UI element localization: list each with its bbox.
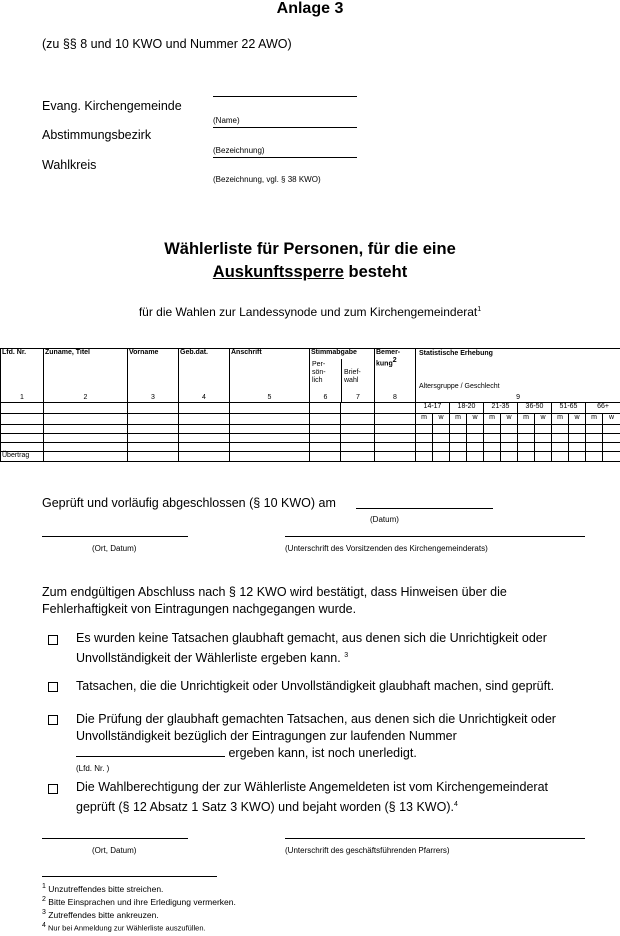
sex-m: m [484,414,501,425]
col-zuname-label: Zuname, Titel [45,349,90,356]
footnote-4-number: 4 [42,922,46,929]
footnote-4 [42,921,206,934]
footnote-2-text: Bitte Einsprachen und ihre Erledigung vermerken. [48,896,236,907]
field-caption-abstimmungsbezirk: (Bezeichnung) [213,146,265,155]
sex-w: w [467,414,484,425]
col-gebdat-num: 4 [202,394,206,401]
sex-w: w [433,414,450,425]
cell[interactable] [341,414,375,425]
age-group: 66+ [586,403,620,414]
cell[interactable] [310,403,341,414]
bemerkung-footnote: 2 [392,357,397,364]
option-2-line-1: Tatsachen, die die Unrichtigkeit oder Unvollständigkeit glaubhaft machen, sind geprüft. [76,679,555,693]
age-group: 51-65 [552,403,586,414]
field-label-wahlkreis: Wahlkreis [42,158,97,172]
bemerkung-label: Bemer- kung [376,349,401,368]
checkbox-option-2[interactable] [48,682,58,692]
field-line-abstimmungsbezirk[interactable] [213,127,357,128]
signature-line-1[interactable] [285,536,585,537]
cell[interactable] [179,414,230,425]
cell[interactable] [230,403,310,414]
age-group: 14-17 [416,403,450,414]
ort-datum-caption-1: (Ort, Datum) [92,544,137,553]
title-line-2 [0,261,620,284]
age-group: 18-20 [450,403,484,414]
check-line: Geprüft und vorläufig abgeschlossen (§ 10 KWO) am [42,496,336,510]
subtitle [0,305,620,319]
col-gebdat [179,349,230,403]
annex-title: Anlage 3 [276,0,344,17]
col-gebdat-label: Geb.dat. [180,349,209,356]
checkbox-option-4[interactable] [48,784,58,794]
checkbox-option-1[interactable] [48,635,58,645]
cell[interactable] [310,414,341,425]
briefwahl-label: Brief- wahl [344,369,361,384]
col-lfd-nr-num: 1 [20,394,24,401]
footnote-2-number: 2 [42,896,46,903]
option-4-line-1: Die Wahlberechtigung der zur Wählerliste Angemeldeten ist vom Kirchengemeinderat [76,780,548,794]
col-bemerkung [375,349,416,403]
stat-title: Statistische Erhebung [419,350,493,357]
cell[interactable] [179,403,230,414]
sex-w: w [501,414,518,425]
table-row[interactable] [1,443,620,452]
subtitle-footnote: 1 [477,306,482,313]
legal-reference: (zu §§ 8 und 10 KWO und Nummer 22 AWO) [42,37,292,51]
cell[interactable] [375,403,416,414]
stat-sub: Altersgruppe / Geschlecht [419,383,500,390]
final-paragraph-line-2: Fehlerhaftigkeit von Eintragungen nachgegangen wurde. [42,602,357,616]
footnote-3-text: Zutreffendes bitte ankreuzen. [48,909,159,920]
footnote-3 [42,908,159,920]
col-lfd-nr [1,349,44,403]
option-1-text [76,630,547,667]
option-4-text [76,779,548,816]
num9: 9 [516,394,521,401]
final-paragraph-line-1: Zum endgültigen Abschluss nach § 12 KWO wird bestätigt, dass Hinweisen über die [42,585,507,599]
sex-w: w [569,414,586,425]
footnote-2 [42,895,236,907]
col-lfd-nr-label: Lfd. Nr. [2,349,27,356]
footnote-3-number: 3 [42,909,46,916]
col-vorname-num: 3 [151,394,155,401]
footnote-1 [42,882,163,894]
checkbox-option-3[interactable] [48,715,58,725]
field-line-wahlkreis[interactable] [213,157,357,158]
col-anschrift-num: 5 [267,394,272,401]
cell[interactable] [1,414,44,425]
cell[interactable] [44,414,128,425]
sex-w: w [603,414,620,425]
option-1-line-1: Es wurden keine Tatsachen glaubhaft gemacht, aus denen sich die Unrichtigkeit oder [76,631,547,645]
lfd-nr-caption: (Lfd. Nr. ) [76,764,110,773]
title-underlined: Auskunftssperre [212,263,344,281]
stimmabgabe-label: Stimmabgabe [311,349,357,356]
option-3-line-3: ergeben kann, ist noch unerledigt. [225,746,417,760]
option-1-line-2: Unvollständigkeit der Wählerliste ergeben kann. [76,651,341,666]
table-row[interactable] [1,425,620,434]
col-zuname [44,349,128,403]
age-group: 36-50 [518,403,552,414]
field-caption-kirchengemeinde: (Name) [213,116,240,125]
field-label-kirchengemeinde: Evang. Kirchengemeinde [42,99,182,113]
num7: 7 [356,394,360,401]
option-3-line-1: Die Prüfung der glaubhaft gemachten Tatsachen, aus denen sich die Unrichtigkeit oder [76,712,556,726]
col-vorname-label: Vorname [129,349,159,356]
option-3-text [76,711,556,762]
check-date-caption: (Datum) [370,515,399,524]
cell[interactable] [128,403,179,414]
document-title [0,238,620,284]
option-1-footnote: 3 [344,652,349,659]
num8: 8 [393,394,397,401]
signature-caption-1: (Unterschrift des Vorsitzenden des Kirchengemeinderats) [285,544,488,553]
option-2-text [76,678,554,695]
option-3-line-2: Unvollständigkeit bezüglich der Eintragungen zur laufenden Nummer [76,729,457,743]
cell[interactable] [341,403,375,414]
cell[interactable] [375,414,416,425]
option-4-footnote: 4 [453,801,458,808]
col-stimmabgabe [310,349,375,403]
col-anschrift-label: Anschrift [231,349,262,356]
col-statistik [416,349,620,403]
sex-m: m [586,414,603,425]
subtitle-text: für die Wahlen zur Landessynode und zum Kirchengemeinderat [138,305,478,319]
persoenlich-label: Per- sön- lich [312,361,326,384]
cell[interactable] [1,403,44,414]
voter-table [0,348,620,462]
title-rest: besteht [343,263,408,281]
footnote-4-text: Nur bei Anmeldung zur Wählerliste auszufüllen. [48,923,206,933]
sex-m: m [518,414,535,425]
field-caption-wahlkreis: (Bezeichnung, vgl. § 38 KWO) [213,175,321,184]
sex-m: m [450,414,467,425]
footnote-1-text: Unzutreffendes bitte streichen. [48,883,164,894]
col-vorname [128,349,179,403]
col-anschrift [230,349,310,403]
sex-w: w [535,414,552,425]
check-date-line[interactable] [356,508,493,509]
col-zuname-num: 2 [83,394,88,401]
sex-m: m [552,414,569,425]
ort-datum-line-1[interactable] [42,536,188,537]
title-line-1: Wählerliste für Personen, für die eine [164,240,456,258]
age-group: 21-35 [484,403,518,414]
field-line-kirchengemeinde[interactable] [213,96,357,97]
footnote-1-number: 1 [42,883,46,890]
ort-datum-caption-2: (Ort, Datum) [92,846,137,855]
option-4-line-2: geprüft (§ 12 Absatz 1 Satz 3 KWO) und bejaht worden (§ 13 KWO). [76,800,454,815]
num6: 6 [323,394,328,401]
cell[interactable] [230,414,310,425]
ort-datum-line-2[interactable] [42,838,188,839]
signature-caption-2: (Unterschrift des geschäftsführenden Pfarrers) [285,846,450,855]
uebertrag-label: Übertrag [1,452,44,462]
table-row[interactable] [1,434,620,443]
sex-m: m [416,414,433,425]
cell[interactable] [128,414,179,425]
final-paragraph [42,584,507,618]
lfd-nr-input-line[interactable] [76,745,225,757]
signature-line-2[interactable] [285,838,585,839]
field-label-abstimmungsbezirk: Abstimmungsbezirk [42,128,152,142]
footnote-divider [42,876,217,877]
cell[interactable] [44,403,128,414]
table-row-uebertrag[interactable] [1,452,620,462]
